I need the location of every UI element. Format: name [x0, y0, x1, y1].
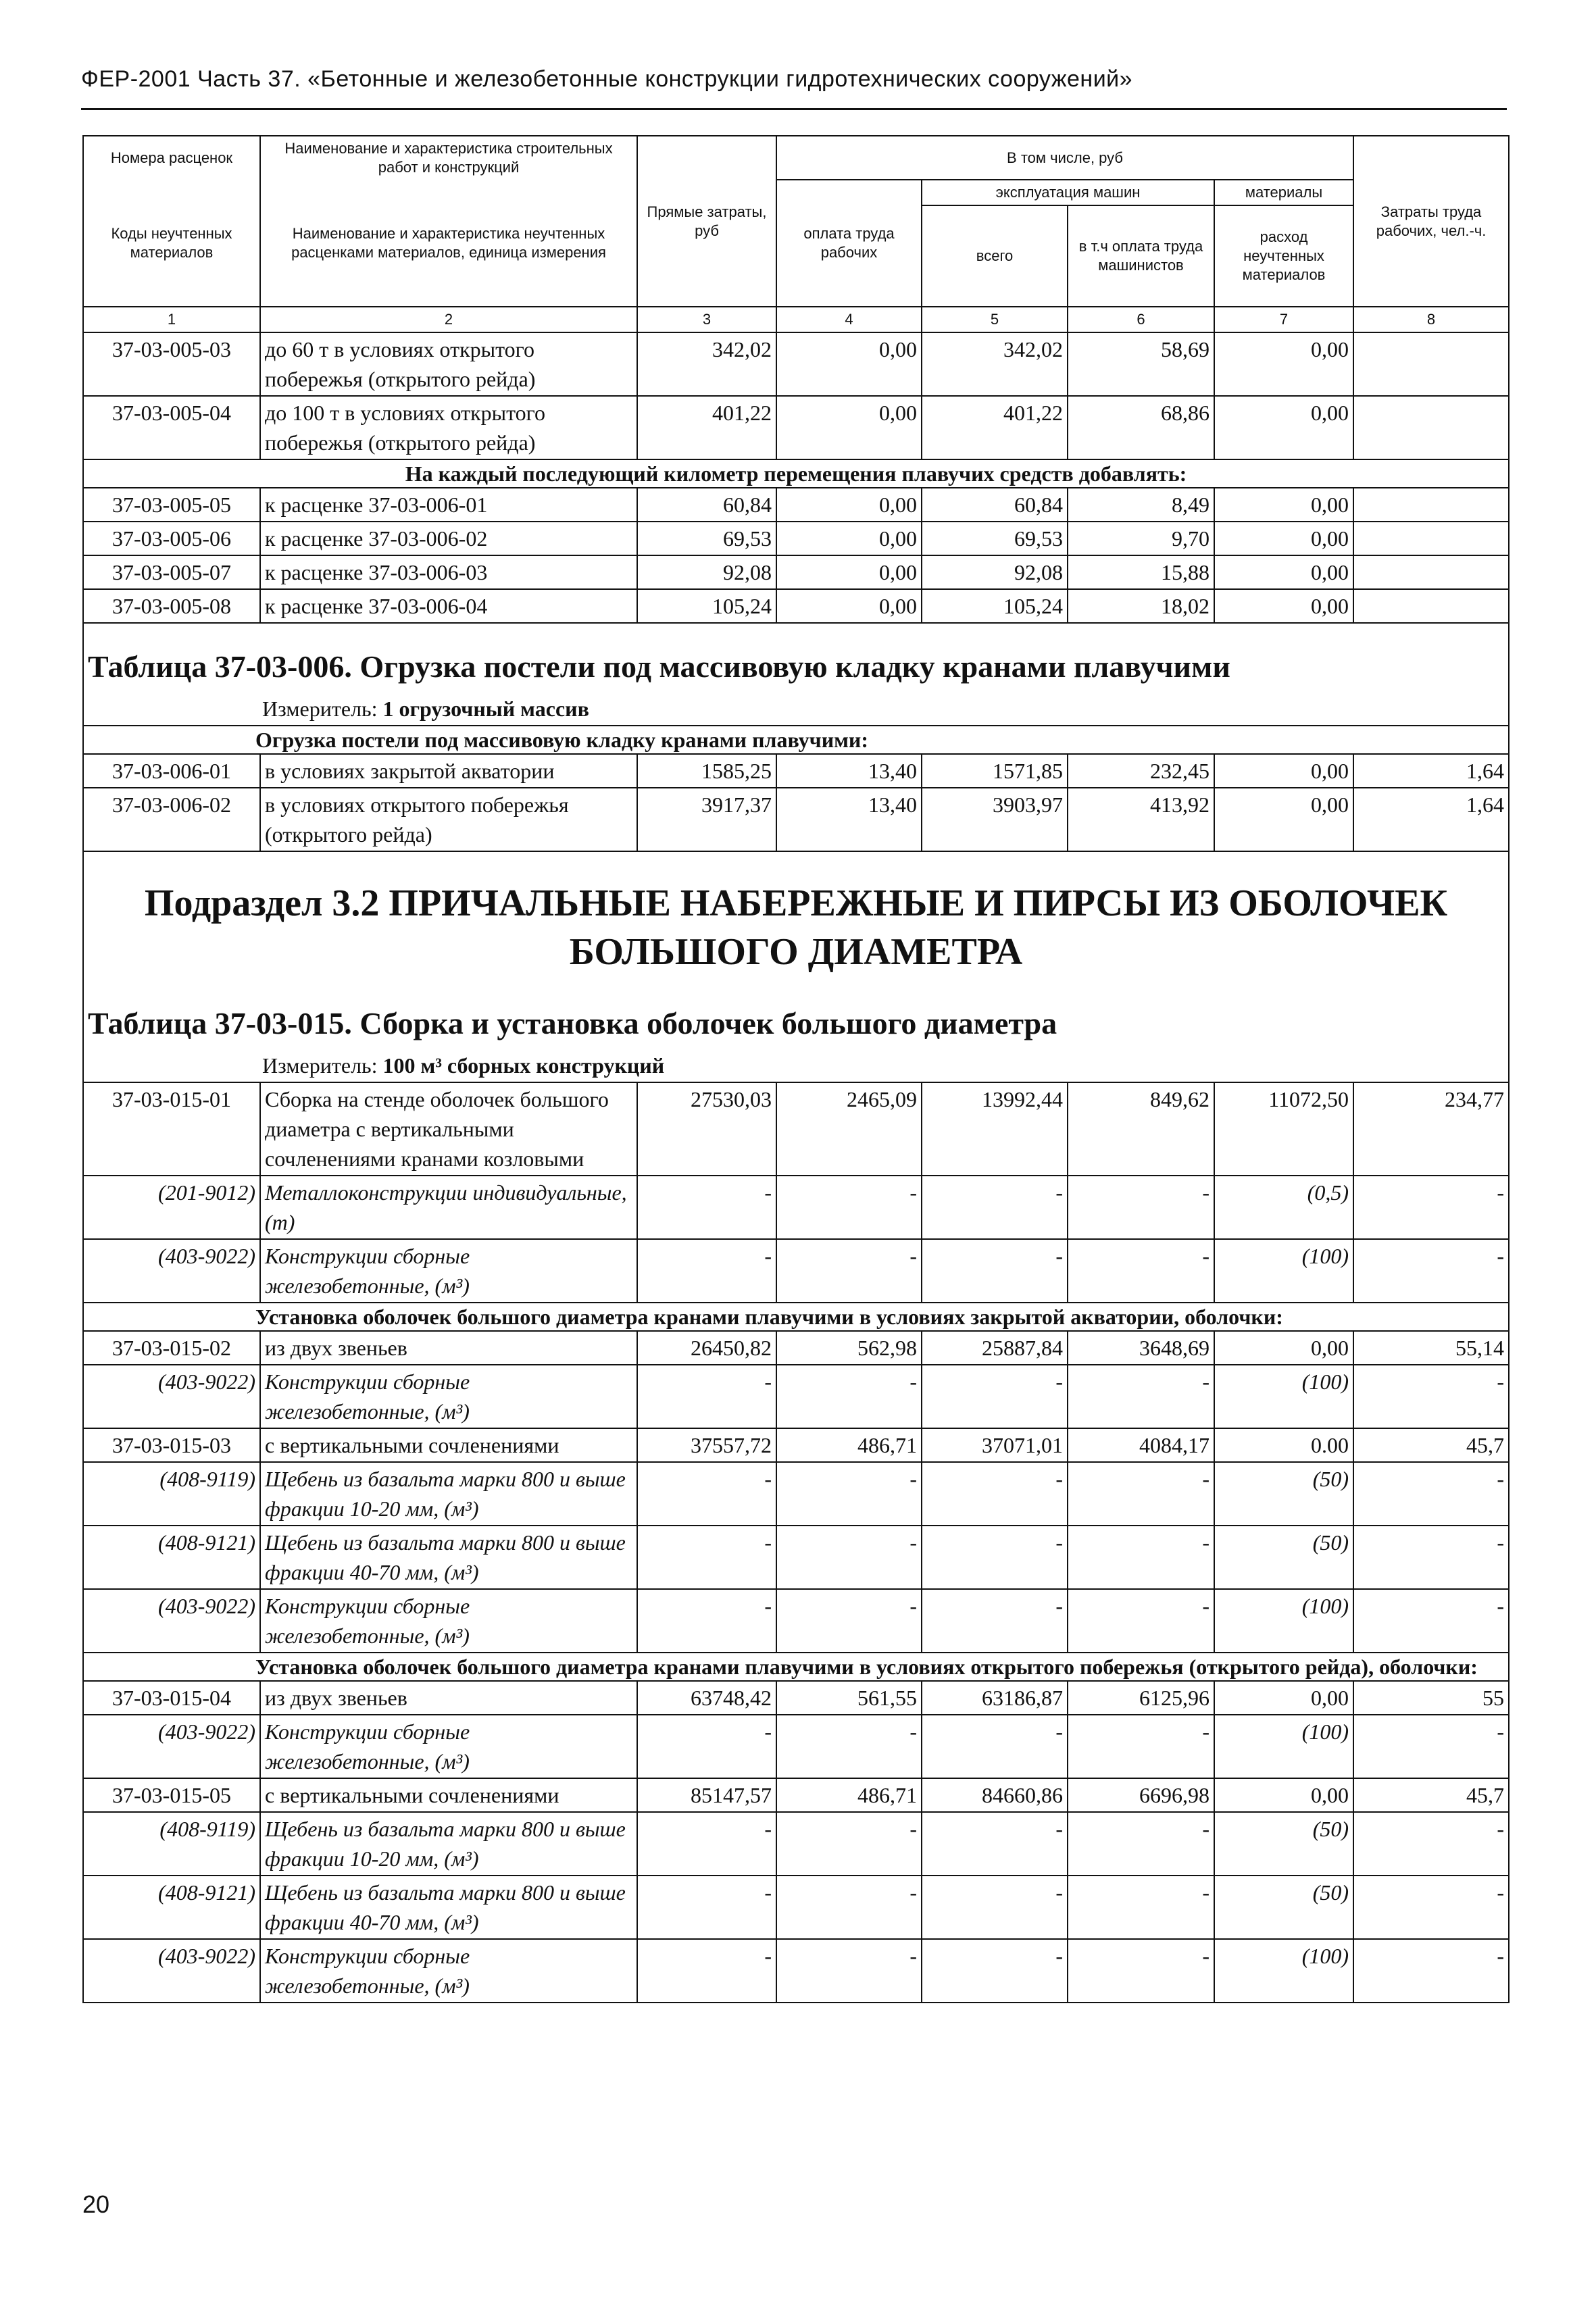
labor-pay: 561,55 — [776, 1681, 922, 1715]
direct-cost: 60,84 — [637, 488, 776, 522]
material-row — [83, 1462, 1509, 1526]
direct-cost: 342,02 — [637, 332, 776, 396]
dash-cell: - — [922, 1812, 1068, 1876]
dash-cell: - — [1068, 1876, 1214, 1939]
material-row — [83, 1715, 1509, 1778]
labor-pay: 0,00 — [776, 396, 922, 459]
header-rule — [81, 108, 1507, 110]
dash-cell: - — [1068, 1239, 1214, 1303]
head-rate-numbers: Номера расценок — [83, 136, 260, 180]
section-row — [83, 1653, 1509, 1681]
dash-cell: - — [776, 1462, 922, 1526]
machinist-pay: 58,69 — [1068, 332, 1214, 396]
rate-code: 37-03-005-08 — [83, 589, 260, 623]
table-row — [83, 788, 1509, 851]
dash-cell: - — [637, 1239, 776, 1303]
col-number: 4 — [776, 307, 922, 332]
subsection-title — [83, 851, 1509, 990]
machines-total: 13992,44 — [922, 1082, 1068, 1176]
dash-cell: - — [1068, 1365, 1214, 1428]
rate-code: 37-03-005-03 — [83, 332, 260, 396]
rates-table — [82, 135, 1510, 2003]
dash-cell: - — [776, 1526, 922, 1589]
head-materials: материалы — [1214, 180, 1353, 205]
col-number: 5 — [922, 307, 1068, 332]
material-code: (403-9022) — [83, 1589, 260, 1653]
labor-hours — [1353, 396, 1509, 459]
dash-cell: - — [776, 1176, 922, 1239]
dash-cell: - — [1068, 1939, 1214, 2003]
labor-pay: 486,71 — [776, 1428, 922, 1462]
direct-cost: 92,08 — [637, 555, 776, 589]
machines-total: 37071,01 — [922, 1428, 1068, 1462]
section-row — [83, 459, 1509, 488]
materials: 0,00 — [1214, 396, 1353, 459]
col-number: 7 — [1214, 307, 1353, 332]
direct-cost: 26450,82 — [637, 1331, 776, 1365]
dash-cell: - — [637, 1715, 776, 1778]
machinist-pay: 68,86 — [1068, 396, 1214, 459]
dash-cell: - — [776, 1365, 922, 1428]
section-title: Установка оболочек большого диаметра кранами плавучими в условиях открытого побережья (открытого рейда), оболочки: — [83, 1653, 1509, 1681]
dash-cell: - — [1068, 1715, 1214, 1778]
labor-hours: 234,77 — [1353, 1082, 1509, 1176]
labor-hours — [1353, 555, 1509, 589]
work-name: с вертикальными сочленениями — [260, 1428, 637, 1462]
dash-cell: - — [637, 1462, 776, 1526]
machinist-pay: 849,62 — [1068, 1082, 1214, 1176]
work-name: Сборка на стенде оболочек большого диаметра с вертикальными сочленениями кранами козловыми — [260, 1082, 637, 1176]
col-number: 3 — [637, 307, 776, 332]
machines-total: 342,02 — [922, 332, 1068, 396]
labor-hours — [1353, 332, 1509, 396]
rate-code: 37-03-015-01 — [83, 1082, 260, 1176]
dash-cell: - — [637, 1365, 776, 1428]
labor-pay: 0,00 — [776, 555, 922, 589]
head-machines: эксплуатация машин — [922, 180, 1214, 205]
dash-cell: - — [922, 1526, 1068, 1589]
materials: 0,00 — [1214, 788, 1353, 851]
page-number: 20 — [82, 2190, 110, 2218]
work-name: до 60 т в условиях открытого побережья (открытого рейда) — [260, 332, 637, 396]
table-row — [83, 1778, 1509, 1812]
direct-cost: 63748,42 — [637, 1681, 776, 1715]
machines-total: 63186,87 — [922, 1681, 1068, 1715]
dash-cell: - — [922, 1365, 1068, 1428]
meter-label: Измеритель: — [262, 1053, 378, 1078]
head-labor-pay: оплата труда рабочих — [776, 180, 922, 307]
dash-cell: - — [1353, 1462, 1509, 1526]
material-row — [83, 1365, 1509, 1428]
material-quantity: (100) — [1214, 1589, 1353, 1653]
materials: 0.00 — [1214, 1428, 1353, 1462]
rate-code: 37-03-005-07 — [83, 555, 260, 589]
head-material-use: расход неучтенных материалов — [1214, 205, 1353, 307]
work-name: к расценке 37-03-006-03 — [260, 555, 637, 589]
machinist-pay: 3648,69 — [1068, 1331, 1214, 1365]
dash-cell: - — [1068, 1589, 1214, 1653]
dash-cell: - — [1353, 1239, 1509, 1303]
material-row — [83, 1812, 1509, 1876]
head-work-name: Наименование и характеристика строительных работ и конструкций — [260, 136, 637, 180]
dash-cell: - — [1353, 1812, 1509, 1876]
dash-cell: - — [637, 1876, 776, 1939]
col-number: 2 — [260, 307, 637, 332]
material-code: (403-9022) — [83, 1365, 260, 1428]
meter-label: Измеритель: — [262, 697, 378, 721]
labor-hours: 1,64 — [1353, 754, 1509, 788]
dash-cell: - — [1353, 1365, 1509, 1428]
head-machines-total: всего — [922, 205, 1068, 307]
dash-cell: - — [1353, 1715, 1509, 1778]
labor-hours: 55 — [1353, 1681, 1509, 1715]
table-row — [83, 589, 1509, 623]
labor-pay: 0,00 — [776, 522, 922, 555]
labor-pay: 0,00 — [776, 488, 922, 522]
work-name: к расценке 37-03-006-01 — [260, 488, 637, 522]
table-006-title: Таблица 37-03-006. Огрузка постели под массивовую кладку кранами плавучими — [83, 623, 1509, 693]
machines-total: 84660,86 — [922, 1778, 1068, 1812]
dash-cell: - — [922, 1715, 1068, 1778]
material-quantity: (100) — [1214, 1715, 1353, 1778]
material-row — [83, 1876, 1509, 1939]
machines-total: 105,24 — [922, 589, 1068, 623]
meter-row — [83, 1049, 1509, 1082]
dash-cell: - — [922, 1239, 1068, 1303]
table-row — [83, 1428, 1509, 1462]
material-name: Конструкции сборные железобетонные, (м³) — [260, 1715, 637, 1778]
materials: 0,00 — [1214, 1331, 1353, 1365]
material-code: (408-9121) — [83, 1526, 260, 1589]
work-name: с вертикальными сочленениями — [260, 1778, 637, 1812]
head-material-name: Наименование и характеристика неучтенных расценками материалов, единица измерения — [260, 180, 637, 307]
machinist-pay: 18,02 — [1068, 589, 1214, 623]
material-code: (201-9012) — [83, 1176, 260, 1239]
dash-cell: - — [637, 1589, 776, 1653]
section-row — [83, 1303, 1509, 1331]
dash-cell: - — [1353, 1526, 1509, 1589]
rate-code: 37-03-005-06 — [83, 522, 260, 555]
materials: 0,00 — [1214, 754, 1353, 788]
page-header: ФЕР-2001 Часть 37. «Бетонные и железобетонные конструкции гидротехнических сооружений» — [81, 66, 1133, 92]
rate-code: 37-03-005-05 — [83, 488, 260, 522]
machines-total: 25887,84 — [922, 1331, 1068, 1365]
material-row — [83, 1939, 1509, 2003]
material-code: (408-9119) — [83, 1812, 260, 1876]
direct-cost: 3917,37 — [637, 788, 776, 851]
section-title: Огрузка постели под массивовую кладку кранами плавучими: — [83, 726, 1509, 754]
table-title-row — [83, 623, 1509, 693]
labor-hours: 45,7 — [1353, 1428, 1509, 1462]
table-title-row — [83, 990, 1509, 1049]
labor-pay: 486,71 — [776, 1778, 922, 1812]
dash-cell: - — [1353, 1176, 1509, 1239]
material-quantity: (100) — [1214, 1365, 1353, 1428]
material-code: (403-9022) — [83, 1715, 260, 1778]
machines-total: 1571,85 — [922, 754, 1068, 788]
col-number: 6 — [1068, 307, 1214, 332]
materials: 0,00 — [1214, 522, 1353, 555]
material-row — [83, 1176, 1509, 1239]
machinist-pay: 413,92 — [1068, 788, 1214, 851]
work-name: в условиях закрытой акватории — [260, 754, 637, 788]
material-name: Конструкции сборные железобетонные, (м³) — [260, 1589, 637, 1653]
table-row — [83, 488, 1509, 522]
dash-cell: - — [637, 1939, 776, 2003]
machinist-pay: 9,70 — [1068, 522, 1214, 555]
material-code: (408-9121) — [83, 1876, 260, 1939]
dash-cell: - — [1068, 1462, 1214, 1526]
table-row — [83, 1331, 1509, 1365]
materials: 0,00 — [1214, 488, 1353, 522]
dash-cell: - — [1353, 1589, 1509, 1653]
section-title: Установка оболочек большого диаметра кранами плавучими в условиях закрытой акватории, оболочки: — [83, 1303, 1509, 1331]
direct-cost: 401,22 — [637, 396, 776, 459]
labor-hours — [1353, 522, 1509, 555]
material-quantity: (50) — [1214, 1462, 1353, 1526]
labor-pay: 13,40 — [776, 788, 922, 851]
work-name: до 100 т в условиях открытого побережья (открытого рейда) — [260, 396, 637, 459]
meter-value: 100 м³ сборных конструкций — [382, 1053, 665, 1078]
dash-cell: - — [776, 1812, 922, 1876]
subsection-row — [83, 851, 1509, 990]
material-name: Конструкции сборные железобетонные, (м³) — [260, 1365, 637, 1428]
meter-value: 1 огрузочный массив — [382, 697, 589, 721]
material-name: Металлоконструкции индивидуальные, (т) — [260, 1176, 637, 1239]
material-row — [83, 1589, 1509, 1653]
subsection-title-line2: БОЛЬШОГО ДИАМЕТРА — [569, 931, 1023, 973]
labor-hours — [1353, 488, 1509, 522]
labor-hours: 45,7 — [1353, 1778, 1509, 1812]
labor-pay: 0,00 — [776, 332, 922, 396]
dash-cell: - — [776, 1715, 922, 1778]
dash-cell: - — [776, 1939, 922, 2003]
head-material-codes: Коды неучтенных материалов — [83, 180, 260, 307]
table-row — [83, 555, 1509, 589]
dash-cell: - — [1068, 1526, 1214, 1589]
dash-cell: - — [776, 1589, 922, 1653]
section-row — [83, 726, 1509, 754]
direct-cost: 85147,57 — [637, 1778, 776, 1812]
material-quantity: (50) — [1214, 1812, 1353, 1876]
dash-cell: - — [637, 1526, 776, 1589]
dash-cell: - — [776, 1876, 922, 1939]
material-row — [83, 1239, 1509, 1303]
rate-code: 37-03-006-01 — [83, 754, 260, 788]
dash-cell: - — [637, 1176, 776, 1239]
labor-hours — [1353, 589, 1509, 623]
machines-total: 3903,97 — [922, 788, 1068, 851]
rate-code: 37-03-015-03 — [83, 1428, 260, 1462]
materials: 0,00 — [1214, 332, 1353, 396]
material-name: Щебень из базальта марки 800 и выше фракции 40-70 мм, (м³) — [260, 1526, 637, 1589]
table-row — [83, 1681, 1509, 1715]
labor-pay: 562,98 — [776, 1331, 922, 1365]
machines-total: 92,08 — [922, 555, 1068, 589]
dash-cell: - — [922, 1876, 1068, 1939]
labor-hours: 1,64 — [1353, 788, 1509, 851]
labor-pay: 13,40 — [776, 754, 922, 788]
work-name: из двух звеньев — [260, 1681, 637, 1715]
table-head — [83, 136, 1509, 332]
rate-code: 37-03-015-04 — [83, 1681, 260, 1715]
material-code: (403-9022) — [83, 1939, 260, 2003]
rate-code: 37-03-015-02 — [83, 1331, 260, 1365]
material-code: (403-9022) — [83, 1239, 260, 1303]
table-006-meter — [83, 693, 1509, 726]
material-quantity: (50) — [1214, 1526, 1353, 1589]
machinist-pay: 232,45 — [1068, 754, 1214, 788]
machinist-pay: 6696,98 — [1068, 1778, 1214, 1812]
machinist-pay: 15,88 — [1068, 555, 1214, 589]
subsection-title-line1: Подраздел 3.2 ПРИЧАЛЬНЫЕ НАБЕРЕЖНЫЕ И ПИРСЫ ИЗ ОБОЛОЧЕК — [144, 882, 1448, 924]
material-quantity: (100) — [1214, 1939, 1353, 2003]
machines-total: 69,53 — [922, 522, 1068, 555]
work-name: к расценке 37-03-006-04 — [260, 589, 637, 623]
head-machinist-pay: в т.ч оплата труда машинистов — [1068, 205, 1214, 307]
materials: 0,00 — [1214, 1681, 1353, 1715]
labor-pay: 0,00 — [776, 589, 922, 623]
table-015-meter — [83, 1049, 1509, 1082]
material-name: Конструкции сборные железобетонные, (м³) — [260, 1239, 637, 1303]
col-number: 1 — [83, 307, 260, 332]
material-row — [83, 1526, 1509, 1589]
materials: 0,00 — [1214, 589, 1353, 623]
machinist-pay: 8,49 — [1068, 488, 1214, 522]
table-row — [83, 754, 1509, 788]
materials: 0,00 — [1214, 1778, 1353, 1812]
direct-cost: 27530,03 — [637, 1082, 776, 1176]
direct-cost: 1585,25 — [637, 754, 776, 788]
rate-code: 37-03-005-04 — [83, 396, 260, 459]
head-direct-costs: Прямые затраты, руб — [637, 136, 776, 307]
dash-cell: - — [922, 1589, 1068, 1653]
dash-cell: - — [1068, 1812, 1214, 1876]
col-number: 8 — [1353, 307, 1509, 332]
table-row — [83, 1082, 1509, 1176]
material-name: Щебень из базальта марки 800 и выше фракции 10-20 мм, (м³) — [260, 1462, 637, 1526]
material-quantity: (100) — [1214, 1239, 1353, 1303]
direct-cost: 105,24 — [637, 589, 776, 623]
materials: 0,00 — [1214, 555, 1353, 589]
section-title: На каждый последующий километр перемещения плавучих средств добавлять: — [83, 459, 1509, 488]
machines-total: 60,84 — [922, 488, 1068, 522]
direct-cost: 37557,72 — [637, 1428, 776, 1462]
dash-cell: - — [1353, 1876, 1509, 1939]
material-quantity: (50) — [1214, 1876, 1353, 1939]
table-015-title: Таблица 37-03-015. Сборка и установка оболочек большого диаметра — [83, 990, 1509, 1049]
work-name: к расценке 37-03-006-02 — [260, 522, 637, 555]
rate-code: 37-03-006-02 — [83, 788, 260, 851]
material-code: (408-9119) — [83, 1462, 260, 1526]
direct-cost: 69,53 — [637, 522, 776, 555]
dash-cell: - — [1353, 1939, 1509, 2003]
dash-cell: - — [1068, 1176, 1214, 1239]
work-name: из двух звеньев — [260, 1331, 637, 1365]
machinist-pay: 6125,96 — [1068, 1681, 1214, 1715]
materials: 11072,50 — [1214, 1082, 1353, 1176]
meter-row — [83, 693, 1509, 726]
dash-cell: - — [922, 1462, 1068, 1526]
material-quantity: (0,5) — [1214, 1176, 1353, 1239]
table-row — [83, 396, 1509, 459]
head-including: В том числе, руб — [776, 136, 1353, 180]
material-name: Конструкции сборные железобетонные, (м³) — [260, 1939, 637, 2003]
machines-total: 401,22 — [922, 396, 1068, 459]
dash-cell: - — [922, 1939, 1068, 2003]
labor-hours: 55,14 — [1353, 1331, 1509, 1365]
dash-cell: - — [637, 1812, 776, 1876]
dash-cell: - — [922, 1176, 1068, 1239]
labor-pay: 2465,09 — [776, 1082, 922, 1176]
material-name: Щебень из базальта марки 800 и выше фракции 40-70 мм, (м³) — [260, 1876, 637, 1939]
table-row — [83, 332, 1509, 396]
work-name: в условиях открытого побережья (открытого рейда) — [260, 788, 637, 851]
material-name: Щебень из базальта марки 800 и выше фракции 10-20 мм, (м³) — [260, 1812, 637, 1876]
table-row — [83, 522, 1509, 555]
machinist-pay: 4084,17 — [1068, 1428, 1214, 1462]
dash-cell: - — [776, 1239, 922, 1303]
rate-code: 37-03-015-05 — [83, 1778, 260, 1812]
head-labor-hours: Затраты труда рабочих, чел.-ч. — [1353, 136, 1509, 307]
